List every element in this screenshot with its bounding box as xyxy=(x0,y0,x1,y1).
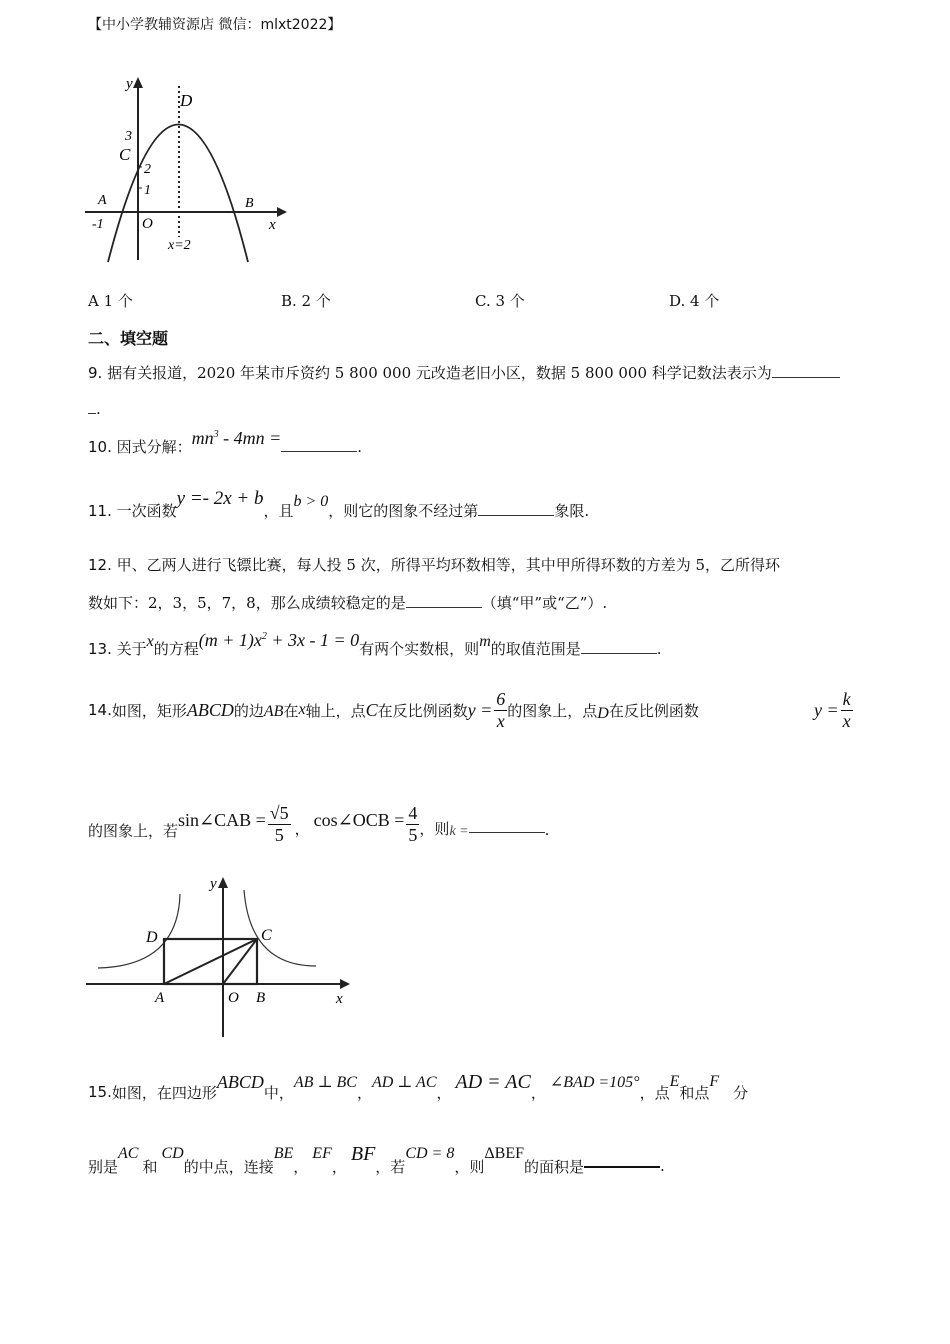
q9-text: 据有关报道，2020 年某市斥资约 5 800 000 元改造老旧小区，数据 5 800 000 科学记数法表示为 xyxy=(102,364,772,382)
parabola-graph xyxy=(82,72,292,264)
label-C: C xyxy=(261,927,272,944)
y-axis-arrow xyxy=(218,877,228,888)
page-header: 【中小学教辅资源店 微信：mlxt2022】 xyxy=(88,17,342,33)
q14-blank xyxy=(469,831,545,833)
question-15-line2: 别是 AC 和 CD 的中点，连接 BE ， EF ， BF ，若 CD = 8 ，则 ΔBEF 的面积是 . xyxy=(88,1142,665,1176)
label-y: y xyxy=(210,876,217,892)
label-minus1: -1 xyxy=(92,217,104,232)
option-d: D. 4 个 xyxy=(669,292,720,310)
q13-equation: $(m + 1)x^2 + 3x - 1 = 0$ xyxy=(198,630,360,650)
label-D: D xyxy=(146,929,158,946)
label-x: x xyxy=(336,991,343,1007)
q14-cos-fraction: $\frac{4}{5}$ xyxy=(408,802,418,845)
label-A: A xyxy=(98,193,107,208)
segment-OC xyxy=(223,939,257,984)
question-14: 14. 如图，矩形 ABCD 的边 AB 在 x 轴上，点 C 在反比例函数 y = $\frac{6}{x}$ 的图象上，点 D 在反比例函数 xyxy=(88,688,699,731)
q9-blank-tail xyxy=(88,412,96,414)
q10-blank xyxy=(281,450,357,452)
option-c: C. 3 个 xyxy=(475,292,525,310)
label-B: B xyxy=(256,990,266,1006)
q10-number: 10. xyxy=(88,438,112,456)
label-2: 2 xyxy=(144,162,151,177)
option-a: A 1 个 xyxy=(88,292,133,310)
q11-number: 11. xyxy=(88,502,112,520)
question-10: 10. 因式分解：$mn^3 - 4mn$ = . xyxy=(88,428,363,456)
label-axis: x=2 xyxy=(168,238,191,253)
label-D: D xyxy=(180,91,193,110)
x-axis-arrow xyxy=(277,207,287,217)
option-b: B. 2 个 xyxy=(281,292,331,310)
q14-fraction-6-over-x: $\frac{6}{x}$ xyxy=(496,688,506,731)
x-axis-arrow xyxy=(340,979,350,989)
label-3: 3 xyxy=(125,129,132,144)
y-axis-arrow xyxy=(133,77,143,88)
question-14-line2: 的图象上，若 sin∠CAB = $\frac{√5}{5}$ ， cos∠OCB = $\frac{4}{5}$ ，则 k = . xyxy=(88,802,550,845)
q12-blank xyxy=(406,606,482,608)
q9-tail: . xyxy=(96,400,101,418)
hyperbola-right xyxy=(244,890,316,966)
q14-fraction-k-over-x: $\frac{k}{x}$ xyxy=(842,688,851,731)
question-11: 11. 一次函数y =- 2x + b，且b > 0，则它的图象不经过第 象限. xyxy=(88,488,590,520)
q11-expr: y =- 2x + b xyxy=(176,488,264,509)
question-15: 15. 如图，在四边形 ABCD 中， AB ⊥ BC ， AD ⊥ AC ， AD = AC ， ∠BAD =105° ，点 E 和点 F 分 xyxy=(88,1070,749,1102)
label-B: B xyxy=(245,196,254,211)
question-12-line2: 数如下：2，3，5，7，8，那么成绩较稳定的是 （填“甲”或“乙”）. xyxy=(88,594,608,612)
q15-number: 15. xyxy=(88,1083,112,1101)
q11-cond: b > 0 xyxy=(293,493,329,510)
question-12: 12. 甲、乙两人进行飞镖比赛，每人投 5 次，所得平均环数相等，其中甲所得环数的方差为 5，乙所得环 xyxy=(88,556,781,574)
label-1: 1 xyxy=(144,183,151,198)
label-O: O xyxy=(228,990,239,1006)
q12-number: 12. xyxy=(88,556,112,574)
q9-continuation xyxy=(88,400,101,418)
hyperbola-left xyxy=(98,894,180,968)
q14-number: 14. xyxy=(88,701,112,719)
label-O: O xyxy=(142,216,153,232)
q15-blank xyxy=(584,1165,660,1168)
q14-sin-fraction: $\frac{√5}{5}$ xyxy=(269,802,289,845)
q13-blank xyxy=(581,652,657,654)
label-x: x xyxy=(269,217,276,233)
label-y: y xyxy=(126,76,133,92)
label-A: A xyxy=(155,990,165,1006)
q13-number: 13. xyxy=(88,640,112,658)
q9-blank xyxy=(772,376,840,378)
q9-number: 9. xyxy=(88,364,103,382)
segment-AC xyxy=(164,939,257,984)
q10-text: 因式分解： xyxy=(111,438,192,456)
question-9 xyxy=(88,362,840,383)
question-13: 13. 关于x的方程$(m + 1)x^2 + 3x - 1 = 0$有两个实数根，则m的取值范围是 . xyxy=(88,630,662,658)
rectangle-hyperbola-graph xyxy=(84,872,354,1040)
q14-fraction-k-over-x-wrap: y = $\frac{k}{x}$ xyxy=(814,688,851,731)
q11-blank xyxy=(478,514,554,516)
section-title: 二、填空题 xyxy=(88,329,169,348)
label-C: C xyxy=(119,145,131,164)
q10-expr: $mn^3 - 4mn$ = xyxy=(191,428,282,448)
